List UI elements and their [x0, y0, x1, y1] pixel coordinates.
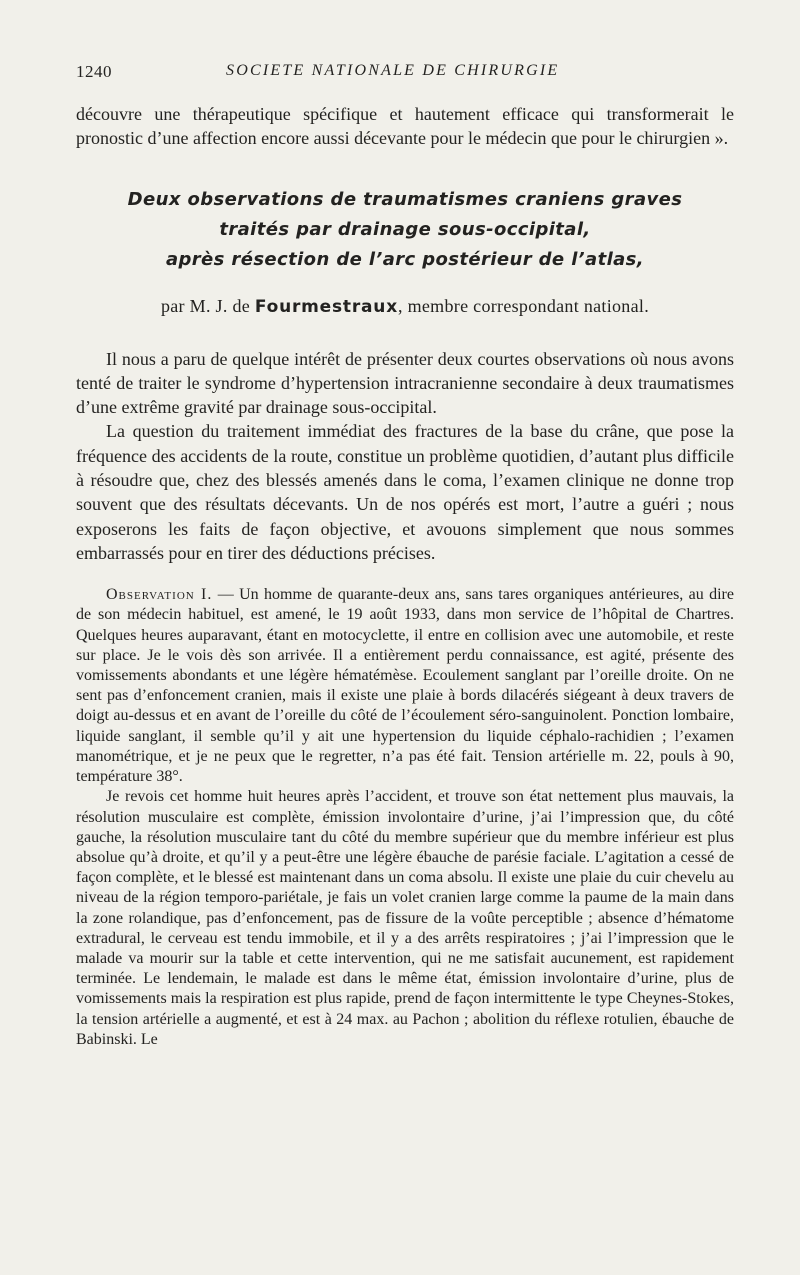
article-title-line: Deux observations de traumatismes craniens graves — [127, 188, 683, 210]
article-byline — [76, 294, 734, 319]
article-title — [76, 185, 734, 275]
page-content — [76, 102, 734, 1050]
page-number: 1240 — [76, 62, 112, 81]
observation-label: Observation I. — [106, 586, 213, 604]
body-paragraph: La question du traitement immédiat des fractures de la base du crâne, que pose la fréquence des accidents de la route, constitue un problème quotidien, d’autant plus difficile à résoudre que, chez des blessés amenés dans le coma, l’examen clinique ne donne trop souvent que des résultats décevants. Un de nos opérés est mort, l’autre a guéri ; nous exposerons les faits de façon objective, et avouons simplement que nous sommes embarrassés pour en tirer des déductions précises. — [76, 421, 734, 563]
article-title-line: traités par drainage sous-occipital, — [219, 218, 591, 240]
author-name: Fourmestraux — [254, 296, 398, 317]
page-header — [76, 62, 726, 88]
continuation-paragraph: découvre une thérapeutique spécifique et hautement efficace qui transformerait le pronostic d’une affection encore aussi décevante pour le médecin que pour le chirurgien ». — [76, 104, 734, 149]
article-title-line: après résection de l’arc postérieur de l’atlas, — [165, 248, 645, 270]
byline-prefix: par M. J. de — [160, 295, 251, 316]
body-paragraph: Il nous a paru de quelque intérêt de présenter deux courtes observations où nous avons tenté de traiter le syndrome d’hypertension intracranienne secondaire à deux traumatismes d’une extrême gravité par drainage sous-occipital. — [76, 348, 734, 418]
observation-paragraph: Je revois cet homme huit heures après l’accident, et trouve son état nettement plus mauvais, la résolution musculaire est complète, émission involontaire d’urine, j’ai l’impression que, du côté gauche, la résolution musculaire tant du côté du membre supérieur que du membre inférieur est plus absolue qu’à droite, et qu’il y a peut-être une légère ébauche de parésie faciale. L’agitation a cessé de façon complète, et le blessé est maintenant dans un coma absolu. Il existe une plaie du cuir chevelu au niveau de la région temporo-pariétale, je fais un volet cranien large comme la paume de la main dans la zone rolandique, pas d’enfoncement, pas de fissure de la voûte perceptible ; absence d’hématome extradural, le cerveau est tendu immobile, et il y a des arrêts respiratoires ; j’ai l’impression que le malade va mourir sur la table et cette intervention, qui ne me satisfait aucunement, est rapidement terminée. Le lendemain, le malade est dans le même état, émission involontaire d’urine, plus de vomissements mais la respiration est plus rapide, prend de façon intermittente le type Cheynes-Stokes, la tension artérielle a augmenté, et est à 24 max. au Pachon ; abolition du réflexe rotulien, ébauche de Babinski. Le — [76, 788, 734, 1048]
observation-paragraph — [76, 585, 734, 787]
byline-suffix: , membre correspondant national. — [397, 295, 650, 316]
observation-text: — Un homme de quarante-deux ans, sans tares organiques antérieures, au dire de son médecin habituel, est amené, le 19 août 1933, dans mon service de l’hôpital de Chartres. Quelques heures auparavant, étant en motocyclette, il entre en collision avec une automobile, et reste sur place. Je le vois dès son arrivée. Il a entièrement perdu connaissance, est agité, présente des vomissements abondants et une légère hématémèse. Ecoulement sanglant par l’oreille droite. On ne sent pas d’enfoncement cranien, mais il existe une plaie à bords dilacérés siégeant à deux travers de doigt au-dessus et en avant de l’oreille du côté de l’écoulement séro-sanguinolent. Ponction lombaire, liquide sanglant, il semble qu’il y ait une hypertension du liquide céphalo-rachidien ; l’examen manométrique, et je ne peux que le regretter, n’a pas été fait. Tension artérielle m. 22, pouls à 90, température 38°. — [76, 586, 734, 786]
running-head: SOCIETE NATIONALE DE CHIRURGIE — [226, 62, 560, 79]
